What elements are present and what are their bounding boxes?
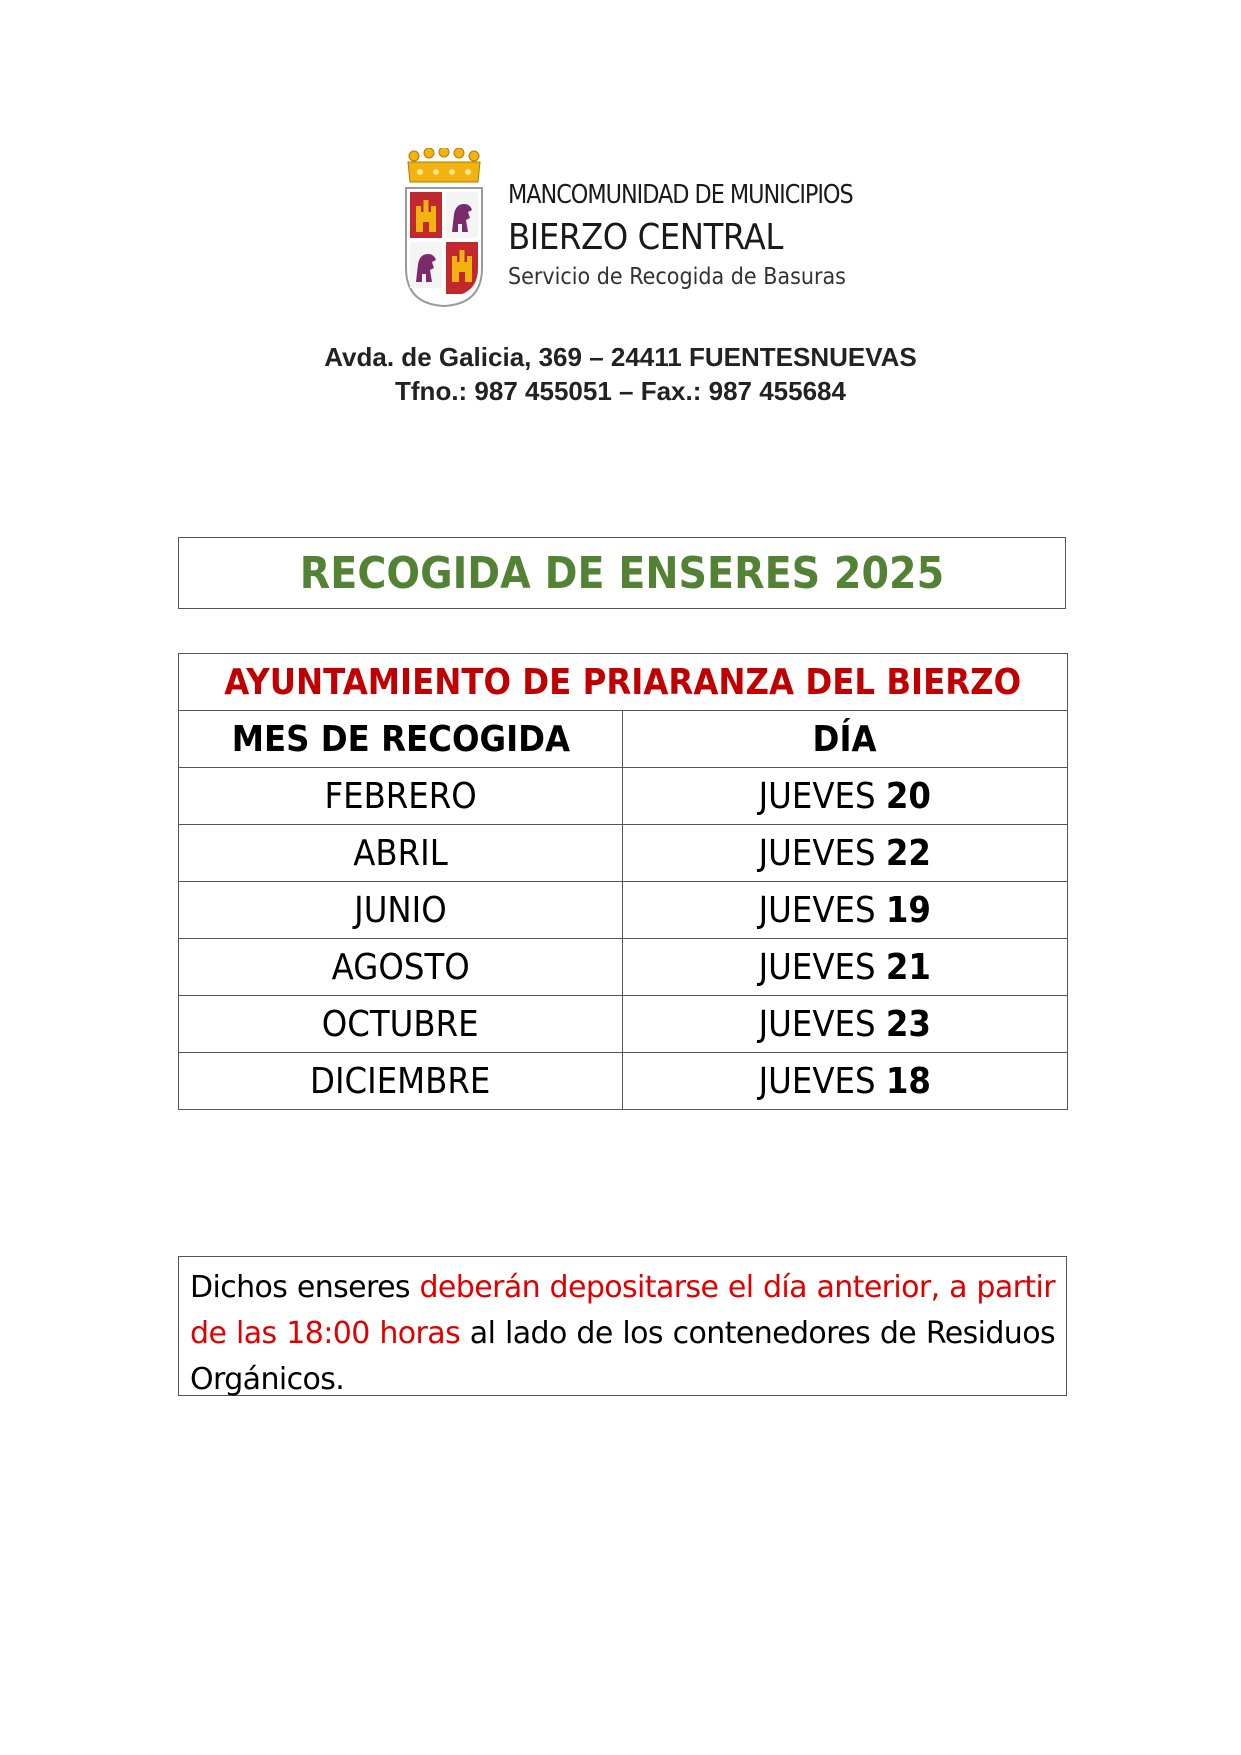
table-row xyxy=(179,1053,1068,1110)
month-cell: FEBRERO xyxy=(179,768,623,825)
weekday-label: JUEVES xyxy=(758,889,876,931)
day-cell xyxy=(623,1053,1068,1110)
table-row xyxy=(179,939,1068,996)
table-row xyxy=(179,882,1068,939)
document-title: RECOGIDA DE ENSERES 2025 xyxy=(299,547,945,599)
note-text-end: al lado de los contenedores de Residuos Orgánicos. xyxy=(190,1316,1055,1397)
day-cell xyxy=(623,882,1068,939)
day-cell xyxy=(623,939,1068,996)
weekday-label: JUEVES xyxy=(758,1060,876,1102)
note-text-intro: Dichos enseres xyxy=(190,1270,420,1305)
organization-service: Servicio de Recogida de Basuras xyxy=(508,264,846,290)
table-row xyxy=(179,825,1068,882)
organization-name-line2: BIERZO CENTRAL xyxy=(508,217,784,258)
castile-leon-coat-of-arms-icon xyxy=(404,148,484,308)
table-header-row xyxy=(179,711,1068,768)
day-cell xyxy=(623,768,1068,825)
day-number: 21 xyxy=(886,946,932,988)
note-text-highlight: deberán depositarse el día anterior, a partir de las 18:00 horas xyxy=(190,1270,1055,1351)
municipality-row xyxy=(179,654,1068,711)
day-number: 19 xyxy=(886,889,932,931)
day-number: 23 xyxy=(886,1003,932,1045)
municipality-name: AYUNTAMIENTO DE PRIARANZA DEL BIERZO xyxy=(179,654,1068,711)
weekday-label: JUEVES xyxy=(758,946,876,988)
collection-schedule-table xyxy=(178,653,1068,1110)
day-cell xyxy=(623,996,1068,1053)
month-cell: ABRIL xyxy=(179,825,623,882)
day-number: 18 xyxy=(886,1060,932,1102)
table-row xyxy=(179,996,1068,1053)
deposit-instructions-note xyxy=(178,1256,1067,1396)
organization-phone-fax: Tfno.: 987 455051 – Fax.: 987 455684 xyxy=(395,376,846,406)
month-cell: AGOSTO xyxy=(179,939,623,996)
organization-address: Avda. de Galicia, 369 – 24411 FUENTESNUEVAS xyxy=(324,342,917,372)
document-title-box xyxy=(178,537,1066,609)
month-cell: JUNIO xyxy=(179,882,623,939)
column-header-month: MES DE RECOGIDA xyxy=(179,711,623,768)
column-header-day: DÍA xyxy=(623,711,1068,768)
organization-name-line1: MANCOMUNIDAD DE MUNICIPIOS xyxy=(508,180,853,210)
table-row xyxy=(179,768,1068,825)
weekday-label: JUEVES xyxy=(758,832,876,874)
day-number: 22 xyxy=(886,832,932,874)
day-number: 20 xyxy=(886,775,932,817)
day-cell xyxy=(623,825,1068,882)
organization-logo xyxy=(404,148,864,308)
month-cell: DICIEMBRE xyxy=(179,1053,623,1110)
weekday-label: JUEVES xyxy=(758,1003,876,1045)
weekday-label: JUEVES xyxy=(758,775,876,817)
month-cell: OCTUBRE xyxy=(179,996,623,1053)
